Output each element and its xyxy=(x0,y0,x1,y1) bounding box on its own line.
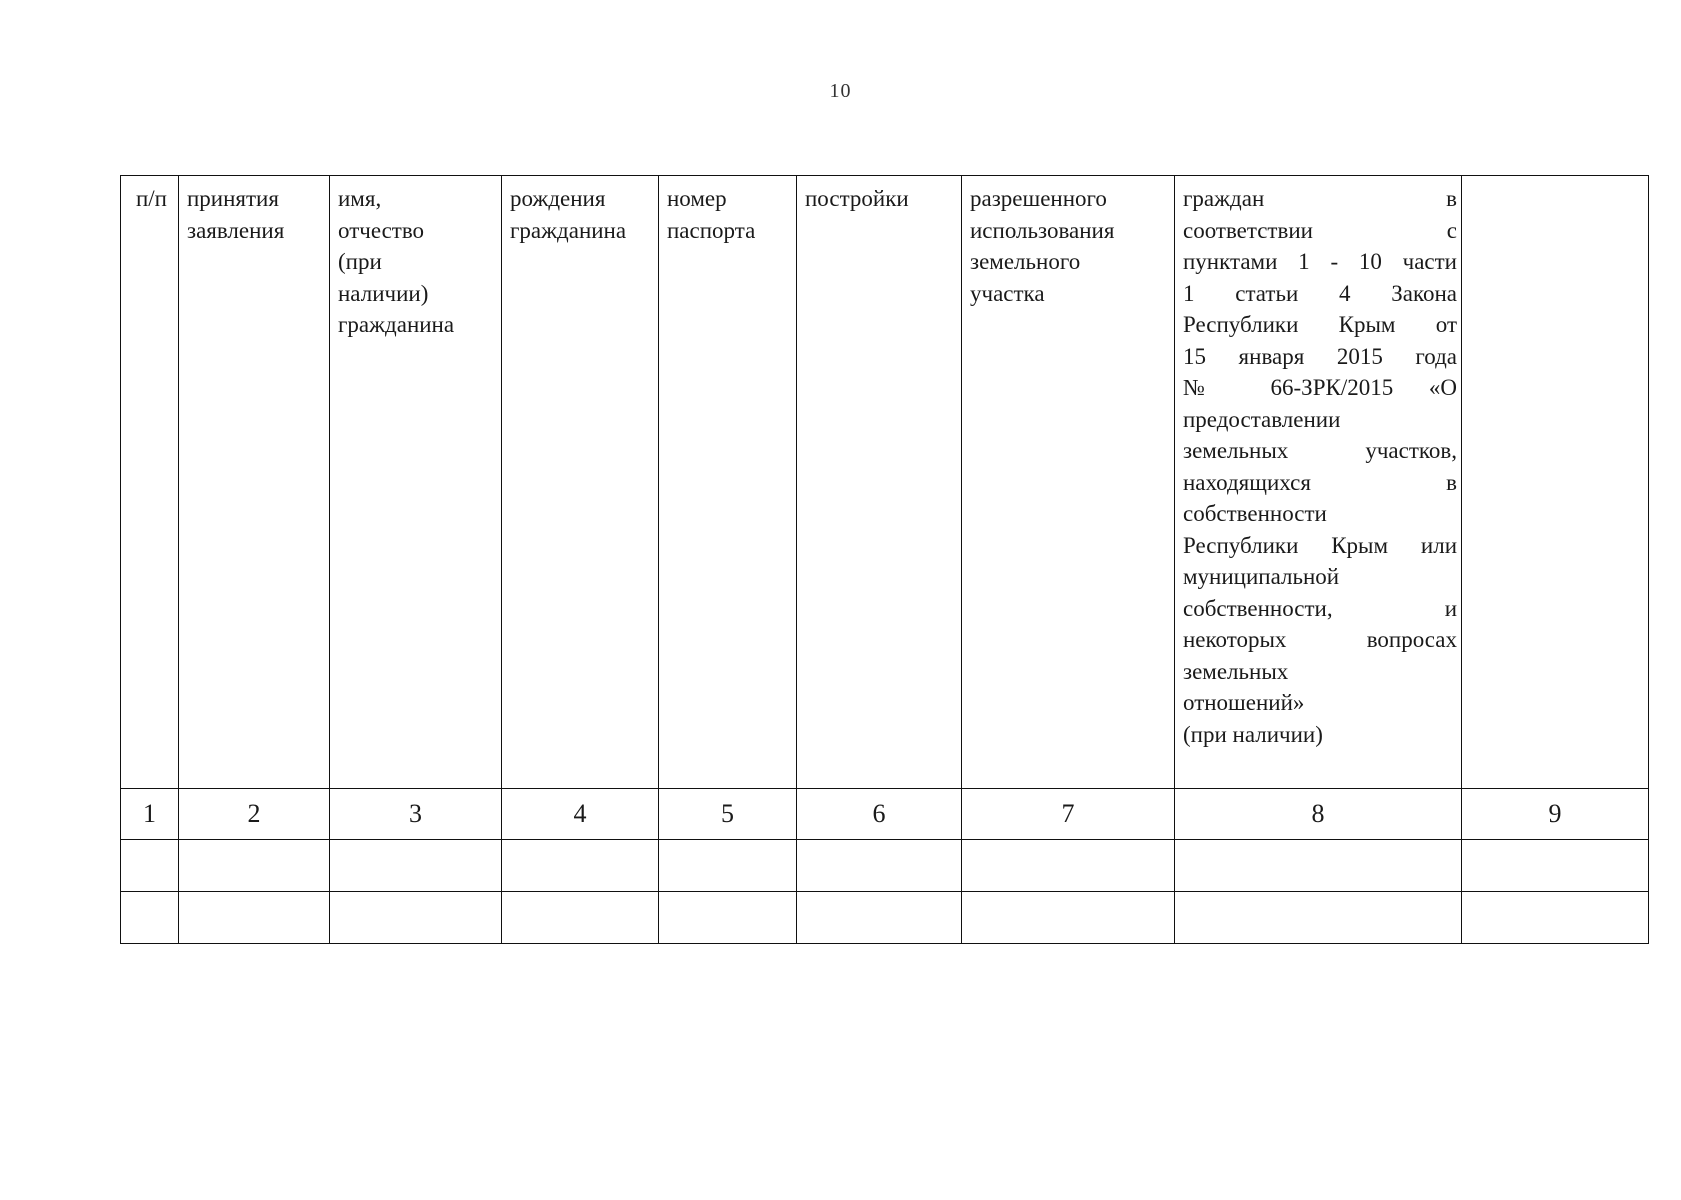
law-text-line: № 66-ЗРК/2015 «О xyxy=(1183,375,1457,400)
law-text-line: (при наличии) xyxy=(1183,721,1323,747)
table-cell xyxy=(179,892,330,944)
column-number-cell: 7 xyxy=(962,789,1175,840)
table-cell xyxy=(502,840,659,892)
law-text-line: Республики Крым от xyxy=(1183,312,1457,337)
table-cell xyxy=(121,892,179,944)
law-text-line: собственности, и xyxy=(1183,595,1457,621)
header-cell-2-text: принятия заявления xyxy=(187,186,285,243)
law-text-line: граждан в xyxy=(1183,186,1457,211)
table-cell xyxy=(1462,892,1649,944)
column-number-cell: 5 xyxy=(659,789,797,840)
table-cell xyxy=(659,892,797,944)
table-row xyxy=(121,892,1649,944)
table-cell xyxy=(330,840,502,892)
column-number-cell: 6 xyxy=(797,789,962,840)
page-number: 10 xyxy=(829,80,852,102)
column-number-cell: 3 xyxy=(330,789,502,840)
header-cell-7 xyxy=(962,176,1175,789)
header-cell-8 xyxy=(1175,176,1462,789)
law-text-line: собственности xyxy=(1183,501,1327,526)
law-text-line: пунктами 1 - 10 части xyxy=(1183,249,1457,274)
header-cell-6-text: постройки xyxy=(805,186,909,211)
table-header-row xyxy=(121,176,1649,789)
header-cell-1-text: п/п xyxy=(135,186,167,211)
table-cell xyxy=(1175,840,1462,892)
table-cell xyxy=(962,892,1175,944)
table-cell xyxy=(797,892,962,944)
law-text-line: земельных участков, xyxy=(1183,438,1457,463)
header-cell-5-text: номер паспорта xyxy=(667,186,756,243)
law-text-line: некоторых вопросах xyxy=(1183,627,1457,652)
law-text-line: 15 января 2015 года xyxy=(1183,343,1457,369)
table-cell xyxy=(797,840,962,892)
column-number-row xyxy=(121,789,1649,840)
header-cell-4-text: рождения гражданина xyxy=(510,186,627,243)
table-cell xyxy=(502,892,659,944)
table-cell xyxy=(330,892,502,944)
header-cell-6 xyxy=(797,176,962,789)
registry-table xyxy=(120,175,1649,944)
header-cell-9 xyxy=(1462,176,1649,789)
law-text-line: находящихся в xyxy=(1183,469,1457,495)
law-text-line: земельных xyxy=(1183,658,1289,684)
table-cell xyxy=(1175,892,1462,944)
table-cell xyxy=(659,840,797,892)
header-cell-3-text: имя, отчество (при наличии) гражданина xyxy=(338,186,455,337)
header-cell-4 xyxy=(502,176,659,789)
header-cell-2 xyxy=(179,176,330,789)
table-cell xyxy=(962,840,1175,892)
column-number-cell: 1 xyxy=(121,789,179,840)
table-cell xyxy=(179,840,330,892)
law-reference-text xyxy=(1183,183,1457,750)
law-text-line: муниципальной xyxy=(1183,564,1340,589)
table-cell xyxy=(121,840,179,892)
law-text-line: соответствии с xyxy=(1183,217,1457,243)
law-text-line: отношений» xyxy=(1183,690,1305,715)
law-text-line: Республики Крым или xyxy=(1183,532,1457,558)
column-number-cell: 9 xyxy=(1462,789,1649,840)
table-row xyxy=(121,840,1649,892)
law-text-line: 1 статьи 4 Закона xyxy=(1183,280,1457,306)
header-cell-5 xyxy=(659,176,797,789)
column-number-cell: 4 xyxy=(502,789,659,840)
header-cell-7-text: разрешенного использования земельного участка xyxy=(970,186,1115,306)
column-number-cell: 2 xyxy=(179,789,330,840)
table-cell xyxy=(1462,840,1649,892)
header-cell-1 xyxy=(121,176,179,789)
law-text-line: предоставлении xyxy=(1183,406,1341,432)
header-cell-3 xyxy=(330,176,502,789)
column-number-cell: 8 xyxy=(1175,789,1462,840)
